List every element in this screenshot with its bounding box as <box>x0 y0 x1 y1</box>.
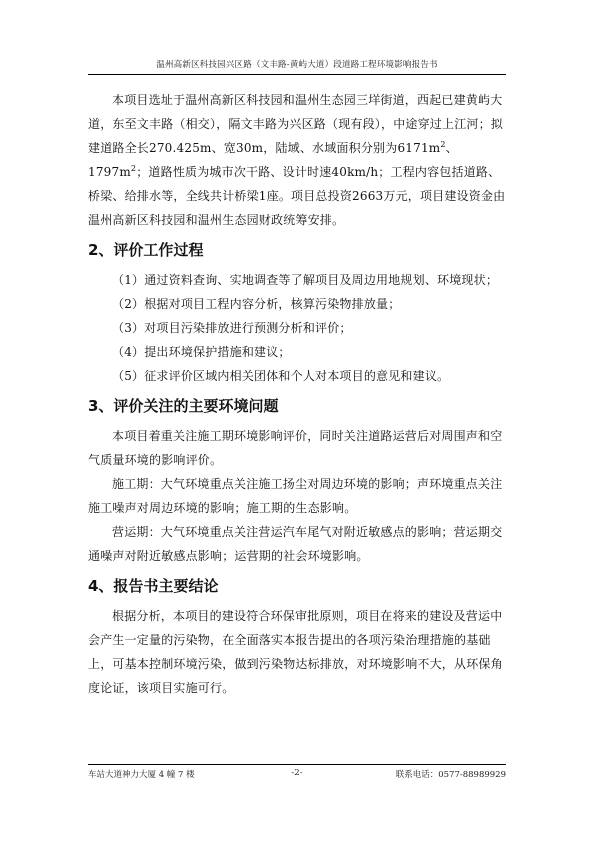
intro-text-2: 、1797m <box>88 141 458 179</box>
section-3-heading: 3、评价关注的主要环境问题 <box>88 397 279 415</box>
footer-phone: 联系电话：0577-88989929 <box>395 770 506 780</box>
list-item: （2）根据对项目工程内容分析，核算污染物排放量； <box>112 297 401 311</box>
list-item: （4）提出环境保护措施和建议； <box>112 345 291 359</box>
section-4-heading: 4、报告书主要结论 <box>88 577 219 595</box>
superscript-2: 2 <box>130 164 137 173</box>
running-footer <box>88 768 506 782</box>
intro-paragraph <box>88 88 508 232</box>
header-divider <box>88 74 506 75</box>
list-item: （5）征求评价区域内相关团体和个人对本项目的意见和建议。 <box>112 369 450 383</box>
section-2-list <box>88 268 508 388</box>
list-item: （1）通过资料查询、实地调查等了解项目及周边用地规划、环境现状； <box>112 273 499 287</box>
superscript-2: 2 <box>440 140 446 149</box>
section-3-paragraph-2: 施工期：大气环境重点关注施工扬尘对周边环境的影响；声环境重点关注施工噪声对周边环境的影响；施工期的生态影响。 <box>88 477 503 515</box>
page-body <box>88 88 508 700</box>
section-3-paragraph-3: 营运期：大气环境重点关注营运汽车尾气对附近敏感点的影响；营运期交通噪声对附近敏感点影响；运营期的社会环境影响。 <box>88 525 503 563</box>
section-3-paragraph-1: 本项目着重关注施工期环境影响评价，同时关注道路运营后对周围声和空气质量环境的影响评价。 <box>88 429 503 467</box>
section-4-paragraph-1: 根据分析，本项目的建设符合环保审批原则，项目在将来的建设及营运中会产生一定量的污染物，在全面落实本报告提出的各项污染治理措施的基础上，可基本控制环境污染，做到污染物达标排放，对环境影响不大，从环保角度论证，该项目实施可行。 <box>88 609 503 695</box>
intro-text-3: ；道路性质为城市次干路、设计时速40km/h；工程内容包括道路、桥梁、给排水等，全线共计桥梁1座。项目总投资2663万元，项目建设资金由温州高新区科技园和温州生态园财政统筹安排。 <box>88 165 506 227</box>
footer-divider <box>88 764 506 765</box>
page-number: -2- <box>291 768 303 778</box>
intro-text-1: 本项目选址于温州高新区科技园和温州生态园三垟街道，西起已建黄屿大道，东至文丰路（相交），隔文丰路为兴区路（现有段），中途穿过上江河；拟建道路全长270.425m、宽30m，陆域、水域面积分别为6171m <box>88 93 504 155</box>
running-header: 温州高新区科技园兴区路（文丰路-黄屿大道）段道路工程环境影响报告书 <box>156 60 438 70</box>
list-item: （3）对项目污染排放进行预测分析和评价； <box>112 321 352 335</box>
footer-address: 车站大道神力大厦 4 幢 7 楼 <box>88 770 195 780</box>
section-2-heading: 2、评价工作过程 <box>88 241 204 259</box>
